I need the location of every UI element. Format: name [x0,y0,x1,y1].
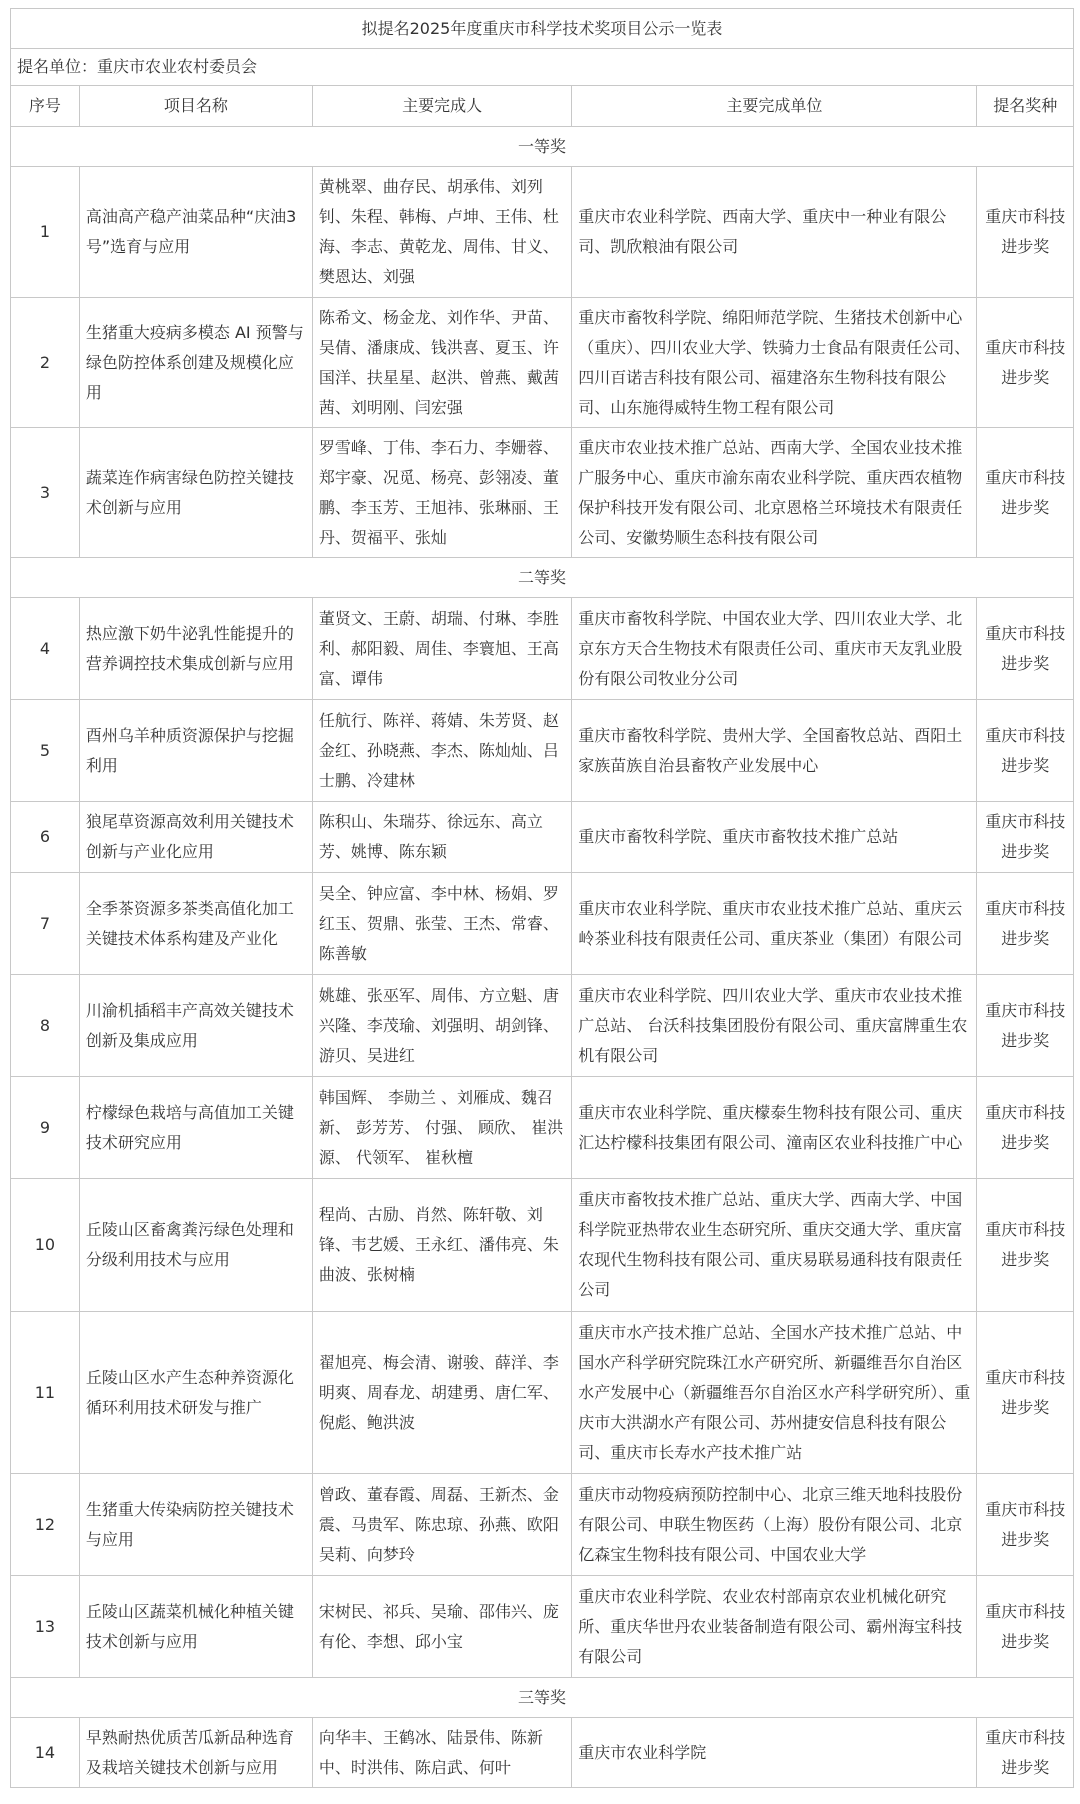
award-type: 重庆市科技进步奖 [977,1576,1074,1678]
main-people: 翟旭亮、梅会清、谢骏、薛洋、李明爽、周春龙、胡建勇、唐仁军、倪彪、鲍洪波 [312,1312,571,1474]
main-units: 重庆市农业科学院、西南大学、重庆中一种业有限公司、凯欣粮油有限公司 [572,167,977,298]
row-number: 8 [11,975,80,1077]
table-row [11,1179,1074,1312]
table-row [11,298,1074,428]
project-name: 热应激下奶牛泌乳性能提升的营养调控技术集成创新与应用 [79,598,312,700]
project-name: 柠檬绿色栽培与高值加工关键技术研究应用 [79,1077,312,1179]
project-name: 酉州乌羊种质资源保护与挖掘利用 [79,700,312,802]
table-row [11,1474,1074,1576]
header-row [11,86,1074,127]
row-number: 11 [11,1312,80,1474]
row-number: 7 [11,873,80,975]
row-number: 12 [11,1474,80,1576]
main-units: 重庆市畜牧科学院、绵阳师范学院、生猪技术创新中心（重庆）、四川农业大学、铁骑力士食品有限责任公司、四川百诺吉科技有限公司、福建洛东生物科技有限公司、山东施得威特生物工程有限公司 [572,298,977,428]
project-name: 丘陵山区水产生态种养资源化循环利用技术研发与推广 [79,1312,312,1474]
main-units: 重庆市农业科学院、四川农业大学、重庆市农业技术推广总站、 台沃科技集团股份有限公司、重庆富牌重生农机有限公司 [572,975,977,1077]
main-units: 重庆市农业科学院 [572,1718,977,1788]
main-units: 重庆市农业科学院、重庆市农业技术推广总站、重庆云岭茶业科技有限责任公司、重庆茶业（集团）有限公司 [572,873,977,975]
main-people: 吴全、钟应富、李中林、杨娟、罗红玉、贺鼎、张莹、王杰、常睿、陈善敏 [312,873,571,975]
section-label: 二等奖 [11,558,1074,598]
main-people: 董贤文、王蔚、胡瑞、付琳、李胜利、郝阳毅、周佳、李寰旭、王高富、谭伟 [312,598,571,700]
project-name: 狼尾草资源高效利用关键技术创新与产业化应用 [79,802,312,873]
main-units: 重庆市畜牧技术推广总站、重庆大学、西南大学、中国科学院亚热带农业生态研究所、重庆交通大学、重庆富农现代生物科技有限公司、重庆易联易通科技有限责任公司 [572,1179,977,1312]
section-row [11,1678,1074,1718]
award-type: 重庆市科技进步奖 [977,1312,1074,1474]
table-row [11,700,1074,802]
table-row [11,428,1074,558]
main-units: 重庆市农业科学院、农业农村部南京农业机械化研究所、重庆华世丹农业装备制造有限公司、霸州海宝科技有限公司 [572,1576,977,1678]
project-name: 丘陵山区蔬菜机械化种植关键技术创新与应用 [79,1576,312,1678]
table-row [11,873,1074,975]
main-units: 重庆市畜牧科学院、贵州大学、全国畜牧总站、酉阳土家族苗族自治县畜牧产业发展中心 [572,700,977,802]
project-name: 生猪重大疫病多模态 AI 预警与绿色防控体系创建及规模化应用 [79,298,312,428]
header-award-type: 提名奖种 [977,86,1074,127]
award-type: 重庆市科技进步奖 [977,167,1074,298]
row-number: 6 [11,802,80,873]
main-people: 罗雪峰、丁伟、李石力、李姗蓉、郑宇豪、况觅、杨亮、彭翎凌、董鹏、李玉芳、王旭祎、张琳丽、王丹、贺福平、张灿 [312,428,571,558]
row-number: 1 [11,167,80,298]
project-name: 早熟耐热优质苦瓜新品种选育及栽培关键技术创新与应用 [79,1718,312,1788]
project-name: 丘陵山区畜禽粪污绿色处理和分级利用技术与应用 [79,1179,312,1312]
header-project-name: 项目名称 [79,86,312,127]
row-number: 2 [11,298,80,428]
table-row [11,1312,1074,1474]
main-units: 重庆市畜牧科学院、重庆市畜牧技术推广总站 [572,802,977,873]
project-name: 蔬菜连作病害绿色防控关键技术创新与应用 [79,428,312,558]
row-number: 10 [11,1179,80,1312]
project-name: 川渝机插稻丰产高效关键技术创新及集成应用 [79,975,312,1077]
main-people: 向华丰、王鹤冰、陆景伟、陈新中、时洪伟、陈启武、何叶 [312,1718,571,1788]
section-label: 一等奖 [11,127,1074,167]
header-main-units: 主要完成单位 [572,86,977,127]
main-people: 宋树民、祁兵、吴瑜、邵伟兴、庞有伦、李想、邱小宝 [312,1576,571,1678]
award-type: 重庆市科技进步奖 [977,873,1074,975]
table-row [11,1576,1074,1678]
table-row [11,1077,1074,1179]
row-number: 9 [11,1077,80,1179]
header-no: 序号 [11,86,80,127]
nominating-unit: 提名单位：重庆市农业农村委员会 [11,49,1074,86]
award-type: 重庆市科技进步奖 [977,598,1074,700]
award-type: 重庆市科技进步奖 [977,1179,1074,1312]
main-people: 陈积山、朱瑞芬、徐远东、高立芳、姚博、陈东颖 [312,802,571,873]
award-type: 重庆市科技进步奖 [977,975,1074,1077]
main-people: 陈希文、杨金龙、刘作华、尹苗、吴倩、潘康成、钱洪喜、夏玉、许国洋、扶星星、赵洪、曾燕、戴茜茜、刘明刚、闫宏强 [312,298,571,428]
project-name: 生猪重大传染病防控关键技术与应用 [79,1474,312,1576]
header-main-people: 主要完成人 [312,86,571,127]
main-people: 黄桃翠、曲存民、胡承伟、刘列钊、朱程、韩梅、卢坤、王伟、杜海、李志、黄乾龙、周伟、甘义、樊恩达、刘强 [312,167,571,298]
award-type: 重庆市科技进步奖 [977,1077,1074,1179]
award-list-table [10,8,1074,1788]
table-row [11,167,1074,298]
award-type: 重庆市科技进步奖 [977,428,1074,558]
main-people: 程尚、古励、肖然、陈轩敬、刘锋、韦艺媛、王永红、潘伟亮、朱曲波、张树楠 [312,1179,571,1312]
main-people: 任航行、陈祥、蒋婧、朱芳贤、赵金红、孙晓燕、李杰、陈灿灿、吕士鹏、冷建林 [312,700,571,802]
row-number: 4 [11,598,80,700]
main-units: 重庆市水产技术推广总站、全国水产技术推广总站、中国水产科学研究院珠江水产研究所、新疆维吾尔自治区水产发展中心（新疆维吾尔自治区水产科学研究所）、重庆市大洪湖水产有限公司、苏州捷安信息科技有限公司、重庆市长寿水产技术推广站 [572,1312,977,1474]
row-number: 13 [11,1576,80,1678]
table-row [11,598,1074,700]
award-type: 重庆市科技进步奖 [977,1474,1074,1576]
main-units: 重庆市农业技术推广总站、西南大学、全国农业技术推广服务中心、重庆市渝东南农业科学院、重庆西农植物保护科技开发有限公司、北京恩格兰环境技术有限责任公司、安徽势顺生态科技有限公司 [572,428,977,558]
table-row [11,802,1074,873]
section-label: 三等奖 [11,1678,1074,1718]
main-people: 曾政、董春霞、周磊、王新杰、金震、马贵军、陈忠琼、孙燕、欧阳吴莉、向梦玲 [312,1474,571,1576]
row-number: 5 [11,700,80,802]
project-name: 高油高产稳产油菜品种“庆油3号”选育与应用 [79,167,312,298]
main-units: 重庆市动物疫病预防控制中心、北京三维天地科技股份有限公司、申联生物医药（上海）股份有限公司、北京亿森宝生物科技有限公司、中国农业大学 [572,1474,977,1576]
award-type: 重庆市科技进步奖 [977,700,1074,802]
table-row [11,975,1074,1077]
main-people: 韩国辉、 李勋兰 、刘雁成、魏召新、 彭芳芳、 付强、 顾欣、 崔洪源、 代领军、 崔秋檀 [312,1077,571,1179]
row-number: 14 [11,1718,80,1788]
section-row [11,558,1074,598]
section-row [11,127,1074,167]
main-units: 重庆市畜牧科学院、中国农业大学、四川农业大学、北京东方天合生物技术有限责任公司、重庆市天友乳业股份有限公司牧业分公司 [572,598,977,700]
main-units: 重庆市农业科学院、重庆檬泰生物科技有限公司、重庆汇达柠檬科技集团有限公司、潼南区农业科技推广中心 [572,1077,977,1179]
project-name: 全季茶资源多茶类高值化加工关键技术体系构建及产业化 [79,873,312,975]
main-people: 姚雄、张巫军、周伟、方立魁、唐兴隆、李茂瑜、刘强明、胡剑锋、游贝、吴进红 [312,975,571,1077]
award-type: 重庆市科技进步奖 [977,298,1074,428]
row-number: 3 [11,428,80,558]
award-type: 重庆市科技进步奖 [977,1718,1074,1788]
award-type: 重庆市科技进步奖 [977,802,1074,873]
table-row [11,1718,1074,1788]
table-title: 拟提名2025年度重庆市科学技术奖项目公示一览表 [11,9,1074,49]
